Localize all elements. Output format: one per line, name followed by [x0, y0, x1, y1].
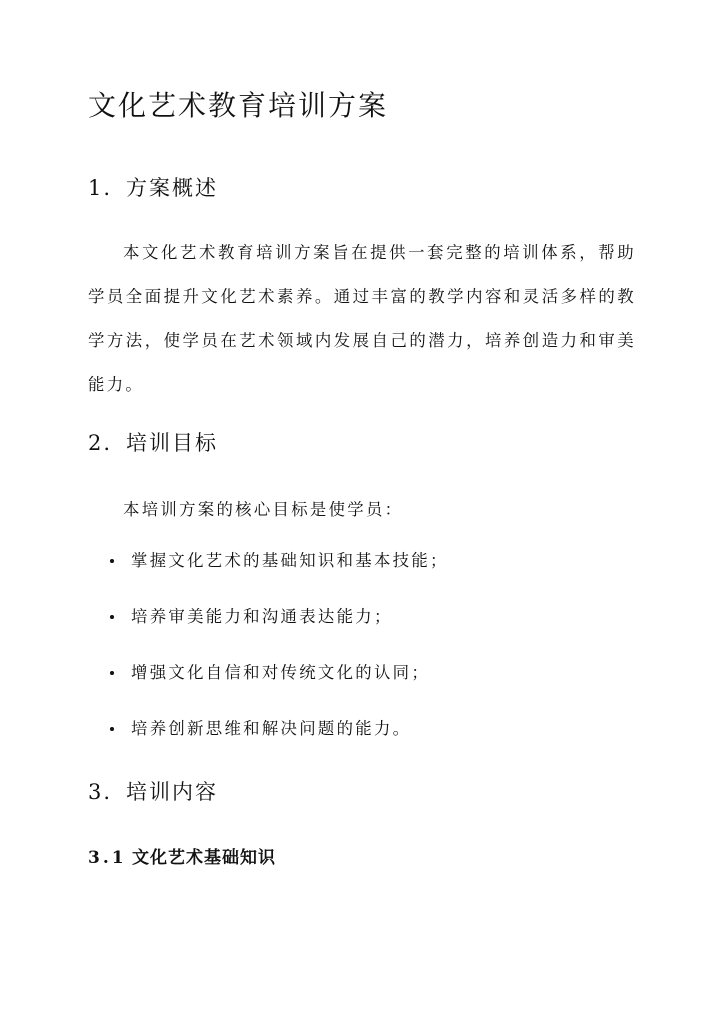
list-item-text: 掌握文化艺术的基础知识和基本技能； — [131, 551, 449, 570]
section-heading-overview — [88, 173, 218, 203]
section-number: 3. — [88, 780, 113, 804]
bullet-icon — [110, 615, 114, 619]
section-title: 培训目标 — [126, 431, 218, 455]
subsection-number: 3.1 — [88, 848, 127, 868]
list-item — [0, 604, 720, 660]
section-number: 2. — [88, 431, 113, 455]
list-item — [0, 716, 720, 772]
document-title: 文化艺术教育培训方案 — [88, 89, 389, 122]
bullet-icon — [110, 559, 114, 563]
section-heading-goals — [88, 428, 218, 458]
bullet-icon — [110, 671, 114, 675]
goals-intro: 本培训方案的核心目标是使学员： — [123, 500, 404, 519]
subsection-title: 文化艺术基础知识 — [132, 848, 276, 868]
section-title: 培训内容 — [126, 780, 218, 804]
list-item — [0, 548, 720, 604]
list-item — [0, 660, 720, 716]
list-item-text: 培养审美能力和沟通表达能力； — [131, 607, 393, 626]
overview-paragraph: 本文化艺术教育培训方案旨在提供一套完整的培训体系，帮助学员全面提升文化艺术素养。通过丰富的教学内容和灵活多样的教学方法，使学员在艺术领域内发展自己的潜力，培养创造力和审美能力。 — [88, 243, 636, 394]
section-number: 1. — [88, 176, 113, 200]
list-item-text: 增强文化自信和对传统文化的认同； — [131, 663, 431, 682]
bullet-icon — [110, 727, 114, 731]
section-heading-content — [88, 777, 218, 807]
goals-list — [0, 548, 720, 772]
subsection-heading-basics — [88, 845, 276, 871]
list-item-text: 培养创新思维和解决问题的能力。 — [131, 719, 412, 738]
section-title: 方案概述 — [126, 176, 218, 200]
